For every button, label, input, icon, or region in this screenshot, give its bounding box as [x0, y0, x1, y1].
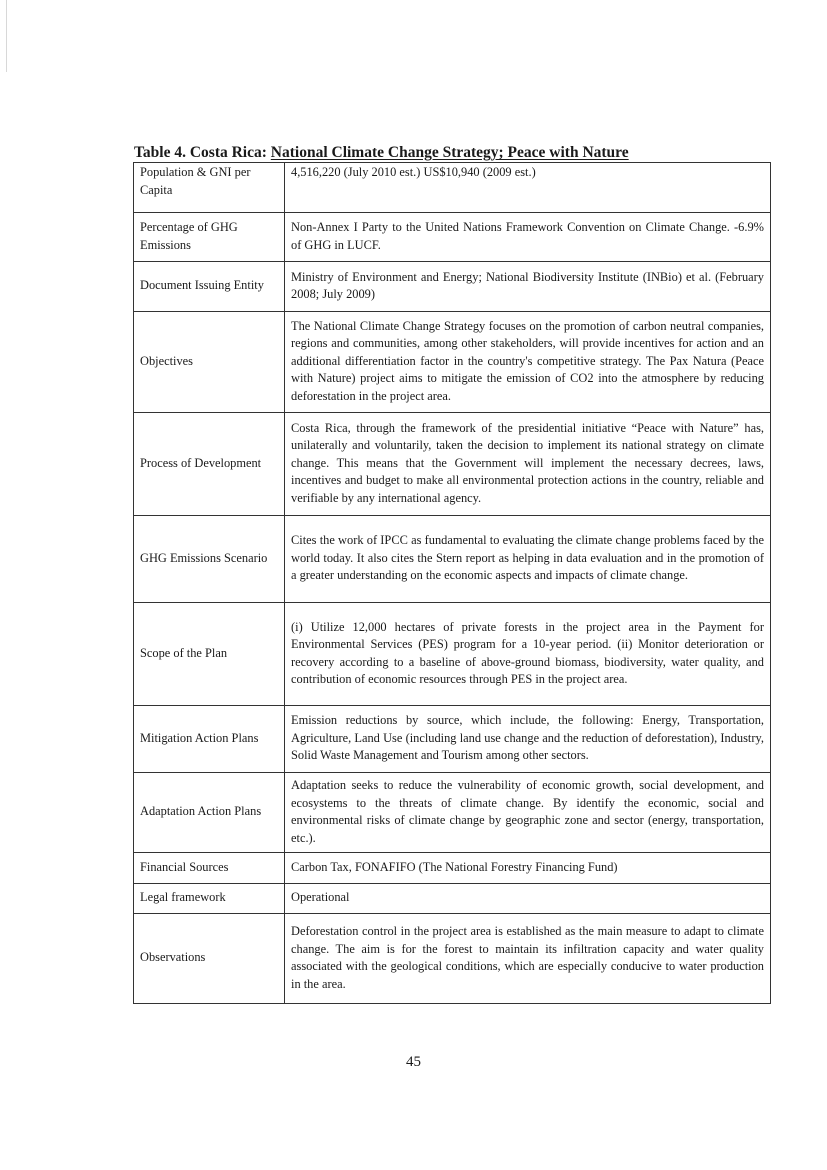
table-row-adaptation	[134, 773, 771, 853]
row-label-population: Population & GNI per Capita	[134, 163, 285, 213]
table-row-ghg-percentage	[134, 213, 771, 262]
table-row-scope	[134, 603, 771, 706]
page-number: 45	[406, 1054, 421, 1070]
row-value-financial: Carbon Tax, FONAFIFO (The National Forestry Financing Fund)	[285, 853, 771, 884]
row-label-financial: Financial Sources	[134, 853, 285, 884]
scan-edge-mark	[6, 0, 7, 72]
strategy-table-body	[134, 163, 771, 1004]
table-row-scenario	[134, 516, 771, 603]
row-value-population: 4,516,220 (July 2010 est.) US$10,940 (2009 est.)	[285, 163, 771, 213]
row-value-issuing-entity: Ministry of Environment and Energy; National Biodiversity Institute (INBio) et al. (February 2008; July 2009)	[285, 262, 771, 312]
row-value-ghg-percentage: Non-Annex I Party to the United Nations Framework Convention on Climate Change. -6.9% of GHG in LUCF.	[285, 213, 771, 262]
row-label-process: Process of Development	[134, 413, 285, 516]
row-label-mitigation: Mitigation Action Plans	[134, 706, 285, 773]
row-value-observations: Deforestation control in the project area is established as the main measure to adapt to climate change. The aim is for the forest to maintain its infiltration capacity and water quality associated with the geological conditions, which are especially conducive to water production in the area.	[285, 914, 771, 1004]
table-row-mitigation	[134, 706, 771, 773]
row-label-legal: Legal framework	[134, 884, 285, 914]
table-row-issuing-entity	[134, 262, 771, 312]
table-row-objectives	[134, 312, 771, 413]
row-value-adaptation: Adaptation seeks to reduce the vulnerability of economic growth, social development, and ecosystems to the threats of climate change. By identify the economic, social and environmental risks of climate change by geographic zone and sector (energy, transportation, etc.).	[285, 773, 771, 853]
table-row-population	[134, 163, 771, 213]
row-label-objectives: Objectives	[134, 312, 285, 413]
table-title	[134, 144, 629, 162]
row-label-ghg-percentage: Percentage of GHG Emissions	[134, 213, 285, 262]
row-label-scenario: GHG Emissions Scenario	[134, 516, 285, 603]
row-value-objectives: The National Climate Change Strategy focuses on the promotion of carbon neutral companies, regions and communities, among other stakeholders, will provide incentives for action and an additional differentiation factor in the country's competitive strategy. The Pax Natura (Peace with Nature) project aims to mitigate the emission of CO2 into the atmosphere by reducing deforestation in the project area.	[285, 312, 771, 413]
row-label-adaptation: Adaptation Action Plans	[134, 773, 285, 853]
table-row-financial	[134, 853, 771, 884]
row-value-process: Costa Rica, through the framework of the presidential initiative “Peace with Nature” has, unilaterally and voluntarily, taken the decision to implement its national strategy on climate change. This means that the Government will implement the necessary decrees, laws, incentives and budget to make all environmental protection actions in the country, reliable and verifiable by any international agency.	[285, 413, 771, 516]
table-title-underlined: National Climate Change Strategy; Peace with Nature	[270, 144, 629, 161]
row-value-mitigation: Emission reductions by source, which include, the following: Energy, Transportation, Agriculture, Land Use (including land use change and the reduction of deforestation), Industry, Solid Waste Management and Tourism among other sectors.	[285, 706, 771, 773]
row-value-legal: Operational	[285, 884, 771, 914]
row-label-issuing-entity: Document Issuing Entity	[134, 262, 285, 312]
row-value-scenario: Cites the work of IPCC as fundamental to evaluating the climate change problems faced by the world today. It also cites the Stern report as helping in data evaluation and in the promotion of a greater understanding on the economic aspects and impacts of climate change.	[285, 516, 771, 603]
table-row-process	[134, 413, 771, 516]
row-label-observations: Observations	[134, 914, 285, 1004]
row-label-scope: Scope of the Plan	[134, 603, 285, 706]
strategy-table	[133, 162, 771, 1004]
row-value-scope: (i) Utilize 12,000 hectares of private forests in the project area in the Payment for Environmental Services (PES) program for a 10-year period. (ii) Monitor deterioration or recovery according to a baseline of above-ground biomass, biodiversity, water quality, and contribution of economic resources through PES in the project area.	[285, 603, 771, 706]
table-row-legal	[134, 884, 771, 914]
table-row-observations	[134, 914, 771, 1004]
table-title-prefix: Table 4. Costa Rica:	[134, 144, 271, 161]
